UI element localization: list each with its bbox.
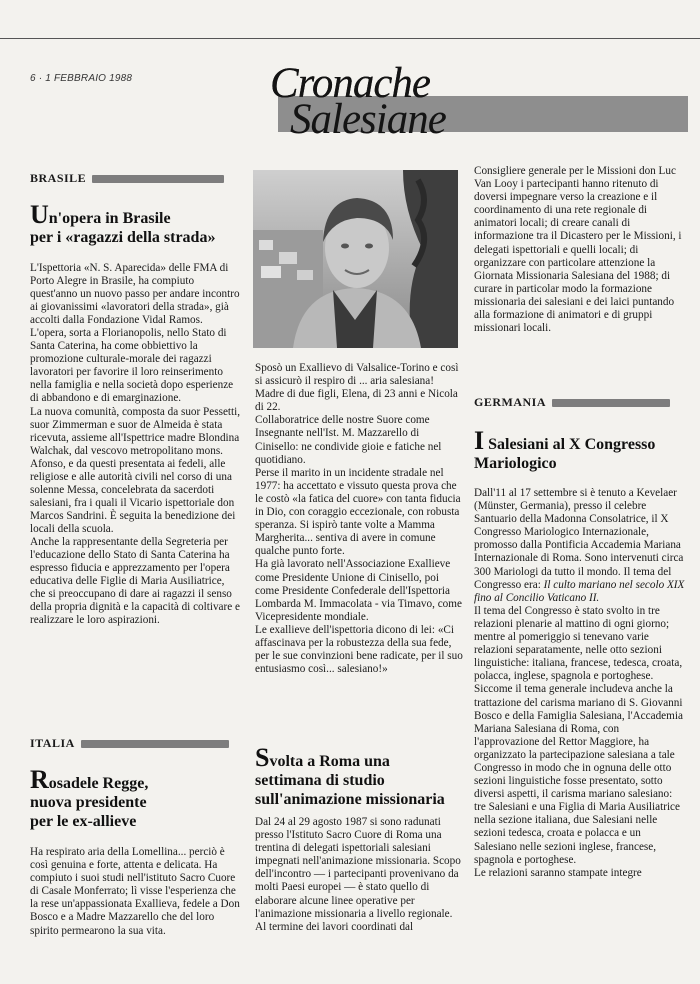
headline-rest: volta a Roma una: [269, 753, 390, 770]
section-italia: [30, 736, 229, 751]
portrait-image: [253, 170, 458, 348]
masthead-line1: Cronache: [270, 60, 430, 107]
headline-initial: S: [255, 743, 270, 772]
section-label: BRASILE: [30, 171, 87, 185]
headline-germania: [474, 426, 690, 473]
page-info: 6 · 1 FEBBRAIO 1988: [30, 73, 133, 84]
headline-line2: nuova presidente: [30, 794, 147, 811]
masthead-line2: Salesiane: [290, 96, 446, 143]
top-rule: [0, 38, 700, 39]
headline-line2: per i «ragazzi della strada»: [30, 229, 216, 246]
section-label: ITALIA: [30, 736, 75, 750]
article-germania-text: [474, 487, 686, 880]
headline-line2: settimana di studio: [255, 772, 385, 789]
section-brasile: [30, 171, 224, 186]
headline-italia: [30, 765, 245, 831]
section-bar: [552, 399, 670, 407]
headline-line3: per le ex-allieve: [30, 813, 137, 830]
headline-rest: Salesiani al X Congresso: [484, 436, 656, 453]
germania-text-italic: Il culto mariano nel secolo XIX fino al Concilio Vaticano II.: [474, 578, 685, 604]
headline-svolta: [255, 743, 465, 809]
headline-rest: osadele Regge,: [48, 775, 149, 792]
section-bar: [81, 740, 229, 748]
article-regge-continued-text: Sposò un Exallievo di Valsalice-Torino e così si assicurò il respiro di ... aria salesiana! Madre di due figli, Elena, di 23 anni e Nicola di 22. Collaboratrice delle nostre Suore come Insegnante nell'Ist. M. Mazzarello di Cinisello: ne condivide gioie e fatiche nel quotidiano. Perse il marito in un incidente stradale nel 1977: ha accettato e vissuto questa prova che le costò «la fatica del cuore» con tanta fiducia in Dio, con coraggio eccezionale, con robusta speranza. Si ispirò tante volte a Mamma Margherita... sentiva di avere in comune qualche punto forte. Ha già lavorato nell'Associazione Exallieve come Presidente Unione di Cinisello, poi come Presidente Confederale dell'Ispettoria Lombarda M. Immacolata - via Timavo, come Vicepresidente mondiale. Le exallieve dell'ispettoria dicono di lei: «Ci affascinava per la robustezza della sua fede, per le sue convinzioni bene radicate, per il suo entusiasmo così... salesiano!»: [255, 362, 463, 676]
headline-initial: R: [30, 765, 49, 794]
article-svolta-continued-text: Consigliere generale per le Missioni don Luc Van Looy i partecipanti hanno ritenuto di doversi impegnare verso la creazione e il coordinamento di una rete regionale di animatori locali; di creare canali di informazione tra il Dicastero per le Missioni, i delegati ispettoriali e quelli locali; di organizzare con particolare attenzione la Giornata Missionaria Salesiana del 1988; di curare in particolar modo la formazione missionaria dei salesiani e dei laici puntando alla formazione di animatori e di gruppi missionari locali.: [474, 165, 682, 335]
article-brasile-text: L'Ispettoria «N. S. Aparecida» delle FMA di Porto Alegre in Brasile, ha compiuto quest'anno un nuovo passo per andare incontro ai giovanissimi «lavoratori della strada», già accolti dalla Fondazione Vidal Ramos. L'opera, sorta a Florianopolis, nello Stato di Santa Caterina, ha come obbiettivo la promozione culturale-morale dei ragazzi lavoratori per favorire il loro reinserimento nella famiglia e nella società dopo esperienze di abbandono e di emarginazione. La nuova comunità, composta da suor Pessetti, suor Zimmerman e suor de Almeida è stata ricevuta, assieme all'Ispettrice madre Blondina Walchak, dal vescovo metropolitano mons. Afonso, e da questi presentata ai fedeli, alle religiose e alle autorità civili nel corso di una solenne Messa, concelebrata da sacerdoti salesiani, fra i quali il Vicario ispettoriale don Marcos Sandrini. È seguita la benedizione dei locali della scuola. Anche la rappresentante della Segreteria per l'educazione dello Stato di Santa Caterina ha espresso fiducia e apprezzamento per l'opera educativa delle Figlie di Maria Ausiliatrice, che si preoccupano di dare ai ragazzi il senso della propria dignità e la capacità di coltivare e realizzare le loro aspirazioni.: [30, 262, 241, 627]
germania-text-b: Il tema del Congresso è stato svolto in tre relazioni plenarie al mattino di ogni giorno; mentre al pomeriggio si tenevano varie relazioni separatamente, nelle otto sezioni linguistiche: italiana, francese, tedesca, croata, polacca, inglese, spagnola e portoghese. Siccome il tema generale includeva anche la trattazione del carisma mariano di S. Giovanni Bosco e della Famiglia Salesiana, l'Accademia Mariana Salesiana di Roma, con l'approvazione del Rettor Maggiore, ha organizzato la partecipazione salesiana a tale Congresso in modo che in ognuna delle otto sezioni linguistiche fosse presentato, sotto diversi aspetti, il carisma mariano salesiano: tre Salesiani e una Figlia di Maria Ausiliatrice nella sezione italiana, due Salesiani nelle sezioni tedesca, croata e polacca e un Salesiano nelle sezioni inglese, francese, spagnola e portoghese. Le relazioni saranno stampate integre: [474, 604, 683, 879]
masthead: [268, 62, 458, 150]
section-label: GERMANIA: [474, 395, 546, 409]
headline-initial: U: [30, 200, 49, 229]
portrait-photo: [253, 170, 458, 348]
germania-text-a: Dall'11 al 17 settembre si è tenuto a Kevelaer (Münster, Germania), presso il celebre Santuario della Madonna Consolatrice, il X Congresso Mariologico Internazionale, promosso dalla Pontificia Accademia Mariana Internazionale di Roma. Sono intervenuti circa 300 Mariologi da tutto il mondo. Il tema del Congresso era:: [474, 487, 684, 591]
headline-line3: sull'animazione missionaria: [255, 791, 445, 808]
section-germania: [474, 395, 670, 410]
article-svolta-text: Dal 24 al 29 agosto 1987 si sono radunati presso l'Istituto Sacro Cuore di Roma una trentina di delegati ispettoriali salesiani impegnati nell'animazione missionaria. Scopo dell'incontro — i partecipanti provenivano da molti Paesi europei — è stato quello di elaborare alcune linee operative per l'animazione missionaria a livello regionale. Al termine dei lavori coordinati dal: [255, 816, 461, 933]
headline-brasile: [30, 200, 245, 247]
section-bar: [92, 175, 224, 183]
headline-initial: I: [474, 426, 485, 455]
headline-line2: Mariologico: [474, 455, 557, 472]
headline-rest: n'opera in Brasile: [48, 210, 171, 227]
article-italia-text: Ha respirato aria della Lomellina... perciò è così genuina e forte, attenta e delicata. Ha compiuto i suoi studi nell'istituto Sacro Cuore di Casale Monferrato; lì visse l'esperienza che la rese un'appassionata Exallieva, fedele a Don Bosco e a Madre Mazzarello che del loro spirito permearono la sua vita.: [30, 846, 240, 937]
